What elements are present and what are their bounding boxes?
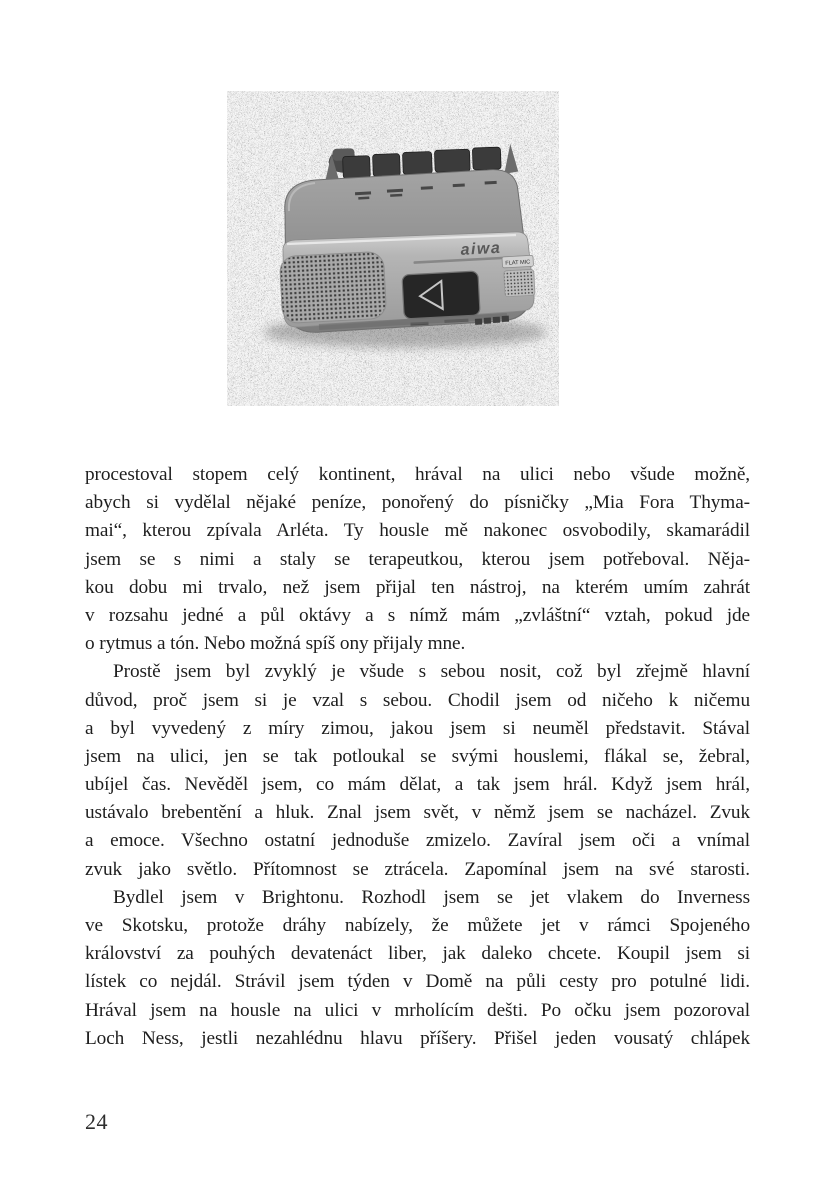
text-line: mai“, kterou zpívala Arléta. Ty housle mě nakonec osvobodily, skamarádil	[85, 520, 750, 542]
text-line: království za pouhých devatenáct liber, jak daleko chcete. Koupil jsem si	[85, 943, 750, 965]
text-line: ustávalo brebentění a hluk. Znal jsem svět, v němž jsem se nacházel. Zvuk	[85, 802, 750, 824]
text-line: a byl vyvedený z míry zimou, jakou jsem si neuměl představit. Stával	[85, 717, 750, 739]
flat-mic-label: FLAT MIC	[505, 259, 531, 267]
text-line: důvod, proč jsem si je vzal s sebou. Chodil jsem od ničeho k ničemu	[85, 689, 750, 711]
text-line: ve Skotsku, protože dráhy nabízely, že můžete jet v rámci Spojeného	[85, 915, 750, 936]
text-line: ubíjel čas. Nevěděl jsem, co mám dělat, a tak jsem hrál. Když jsem hrál,	[85, 774, 750, 796]
text-line: Loch Ness, jestli nezahlédnu hlavu příšery. Přišel jeden vousatý chlápek	[85, 1027, 750, 1049]
page-number: 24	[85, 1109, 108, 1134]
text-line: v rozsahu jedné a půl oktávy a s nímž mám „zvláštní“ vztah, pokud jde	[85, 604, 750, 626]
text-line: zvuk jako světlo. Přítomnost se ztrácela. Zapomínal jsem na své starosti.	[85, 858, 750, 880]
text-line: Prostě jsem byl zvyklý je všude s sebou nosit, což byl zřejmě hlavní	[113, 661, 750, 683]
cassette-recorder-illustration	[227, 91, 559, 406]
text-line: a emoce. Všechno ostatní jednoduše zmizelo. Zavíral jsem oči a vnímal	[85, 830, 750, 852]
text-line: kou dobu mi trvalo, než jsem přijal ten nástroj, na kterém umím zahrát	[85, 576, 750, 598]
text-line: Bydlel jsem v Brightonu. Rozhodl jsem se jet vlakem do Inverness	[113, 886, 750, 908]
text-line: lístek co nejdál. Strávil jsem týden v Domě na půli cesty pro potulné lidi.	[85, 971, 750, 993]
text-line: procestoval stopem celý kontinent, hrával na ulici nebo všude možně,	[85, 464, 750, 485]
brand-logo-text: aiwa	[460, 239, 502, 259]
text-line: jsem na ulici, jen se tak potloukal se svými houslemi, flákal se, žebral,	[85, 745, 750, 767]
flat-mic	[502, 255, 535, 297]
mic-grille	[504, 269, 535, 297]
text-line: Hrával jsem na housle na ulici v mrholícím dešti. Po očku jsem pozoroval	[85, 999, 750, 1021]
speaker-grille	[279, 251, 386, 323]
body-text	[85, 461, 750, 1053]
text-line: abych si vydělal nějaké peníze, ponořený do písničky „Mia Fora Thyma-	[85, 492, 750, 514]
text-line: o rytmus a tón. Nebo možná spíš ony přijaly mne.	[85, 633, 466, 655]
text-line: jsem se s nimi a staly se terapeutkou, kterou jsem potřeboval. Něja-	[85, 548, 750, 570]
photo-cassette-recorder	[227, 91, 559, 406]
